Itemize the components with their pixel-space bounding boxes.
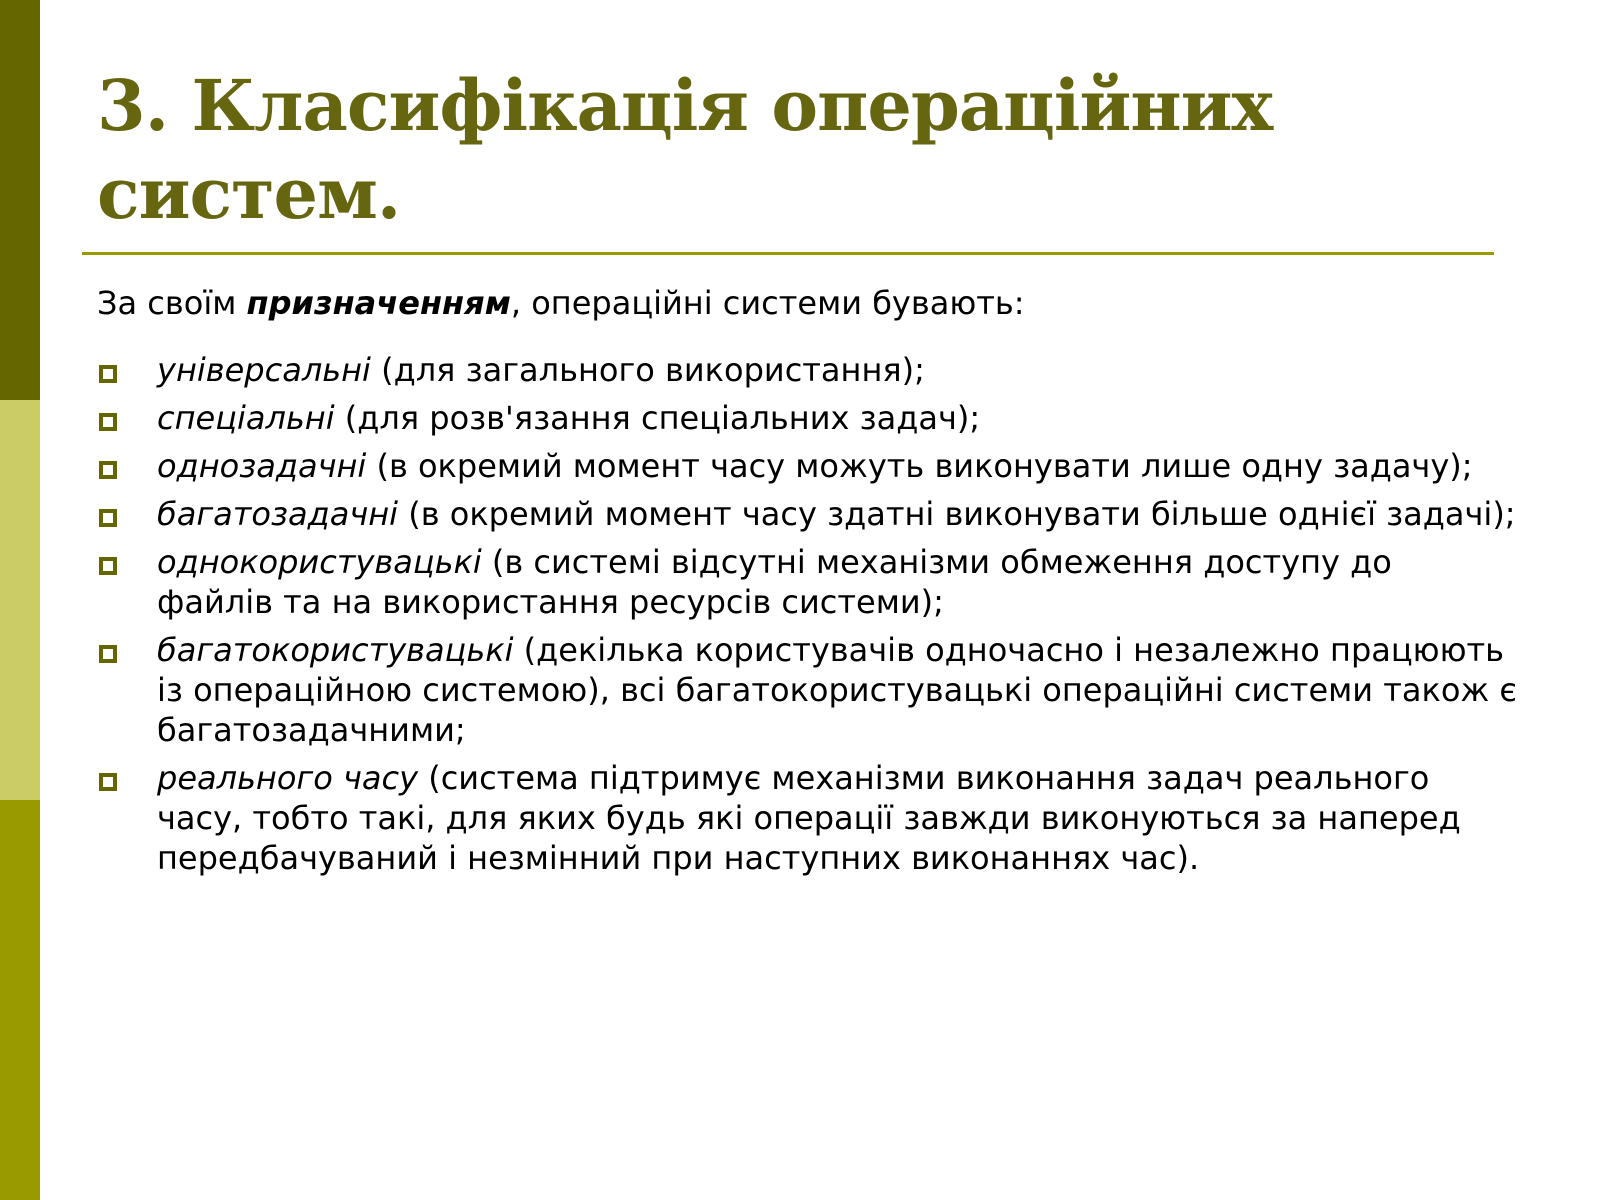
item-term: багатозадачні xyxy=(157,495,399,533)
item-description: (в системі відсутні механізми обмеження доступу до файлів та на використання ресурсів системи); xyxy=(157,543,1392,621)
square-bullet-icon xyxy=(99,509,117,527)
item-description: (для загального використання); xyxy=(370,351,925,389)
intro-emphasis: призначенням xyxy=(246,284,511,322)
item-term: багатокористувацькі xyxy=(157,631,514,669)
item-term: спеціальні xyxy=(157,399,335,437)
square-bullet-icon xyxy=(99,413,117,431)
intro-before: За своїм xyxy=(97,284,247,322)
list-item xyxy=(97,350,1517,390)
slide-title-line-1: 3. Класифікація операційних xyxy=(97,64,1273,147)
list-item xyxy=(97,398,1517,438)
square-bullet-icon xyxy=(99,557,117,575)
title-divider xyxy=(82,252,1494,255)
list-item xyxy=(97,542,1517,622)
side-bar-top xyxy=(0,0,40,400)
intro-text xyxy=(97,282,1497,324)
list-item xyxy=(97,758,1517,878)
square-bullet-icon xyxy=(99,461,117,479)
classification-list xyxy=(97,350,1517,886)
list-item xyxy=(97,494,1517,534)
item-term: реального часу xyxy=(157,759,419,797)
list-item xyxy=(97,446,1517,486)
item-term: однозадачні xyxy=(157,447,367,485)
item-description: (декілька користувачів одночасно і незалежно працюють із операційною системою), всі багатокористувацькі операційні системи також є багатозадачними; xyxy=(157,631,1517,749)
item-description: (система підтримує механізми виконання задач реального часу, тобто такі, для яких будь які операції завжди виконуються за наперед передбачуваний і незмінний при наступних виконаннях час). xyxy=(157,759,1461,877)
item-description: (для розв'язання спеціальних задач); xyxy=(334,399,981,437)
item-term: однокористувацькі xyxy=(157,543,482,581)
square-bullet-icon xyxy=(99,645,117,663)
item-term: універсальні xyxy=(157,351,371,389)
slide-title xyxy=(97,62,1497,238)
list-item xyxy=(97,630,1517,750)
square-bullet-icon xyxy=(99,365,117,383)
intro-after: , операційні системи бувають: xyxy=(510,284,1025,322)
side-bar-bottom xyxy=(0,800,40,1200)
item-description: (в окремий момент часу здатні виконувати більше однієї задачі); xyxy=(398,495,1516,533)
side-bar-middle xyxy=(0,400,40,800)
slide-title-line-2: систем. xyxy=(97,152,401,235)
square-bullet-icon xyxy=(99,773,117,791)
item-description: (в окремий момент часу можуть виконувати лише одну задачу); xyxy=(366,447,1473,485)
